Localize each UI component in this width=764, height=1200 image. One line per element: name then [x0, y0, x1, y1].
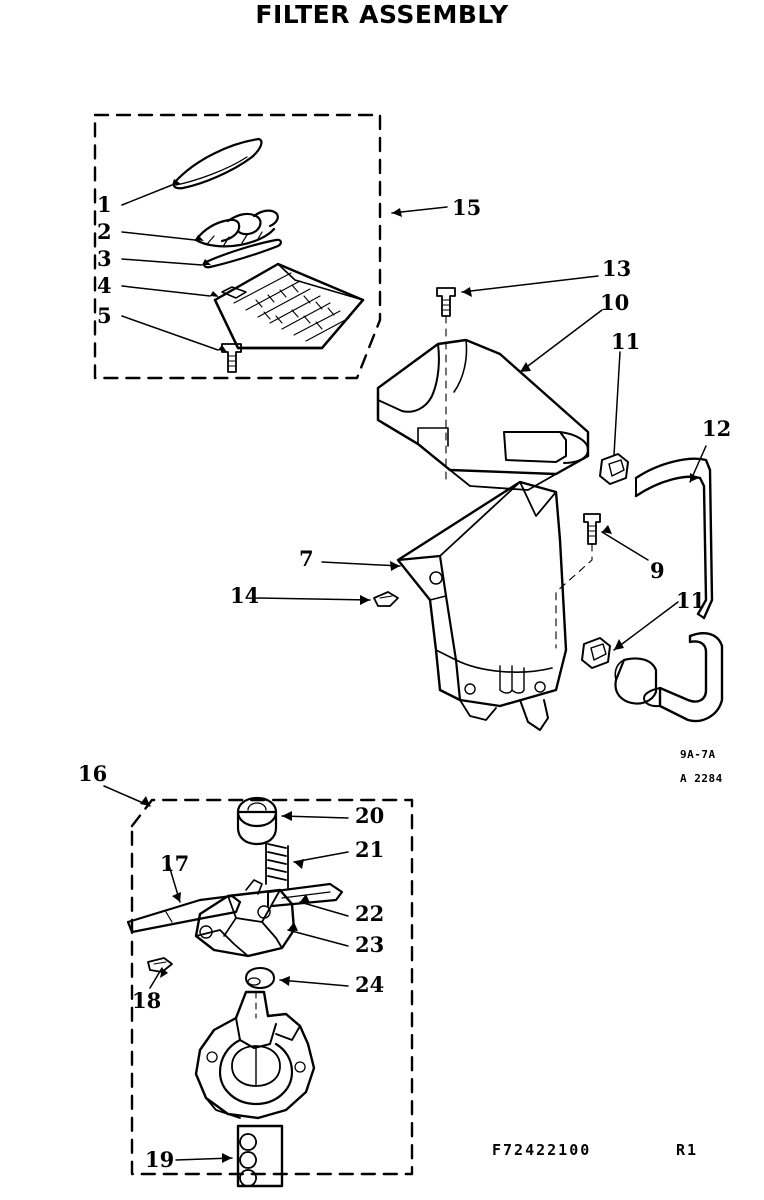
- drawing-revision: R1: [676, 1141, 699, 1159]
- callout-5: 5: [97, 303, 112, 328]
- callout-22: 22: [355, 901, 385, 926]
- callout-13: 13: [602, 256, 632, 281]
- callout-19: 19: [145, 1147, 175, 1172]
- drawing-number: F72422100: [492, 1141, 592, 1159]
- callout-3: 3: [97, 246, 112, 271]
- callout-9: 9: [650, 558, 665, 583]
- group-15-boundary: [95, 115, 380, 378]
- callout-24: 24: [355, 972, 385, 997]
- page-title: FILTER ASSEMBLY: [255, 0, 509, 29]
- callout-12: 12: [702, 416, 732, 441]
- callout-2: 2: [97, 219, 112, 244]
- callout-7: 7: [299, 546, 314, 571]
- callout-4: 4: [97, 273, 112, 298]
- callout-23: 23: [355, 932, 385, 957]
- stamp-code-line2: A 2284: [680, 772, 723, 785]
- stamp-code-line1: 9A-7A: [680, 748, 716, 761]
- callout-18: 18: [132, 988, 162, 1013]
- callout-16: 16: [78, 761, 108, 786]
- callout-21: 21: [355, 837, 385, 862]
- callout-11-upper: 11: [611, 329, 641, 354]
- callout-14: 14: [230, 583, 260, 608]
- callout-17: 17: [160, 851, 190, 876]
- callout-20: 20: [355, 803, 385, 828]
- callout-11-lower: 11: [676, 588, 706, 613]
- callout-15: 15: [452, 195, 482, 220]
- callout-1: 1: [97, 192, 112, 217]
- callout-10: 10: [600, 290, 630, 315]
